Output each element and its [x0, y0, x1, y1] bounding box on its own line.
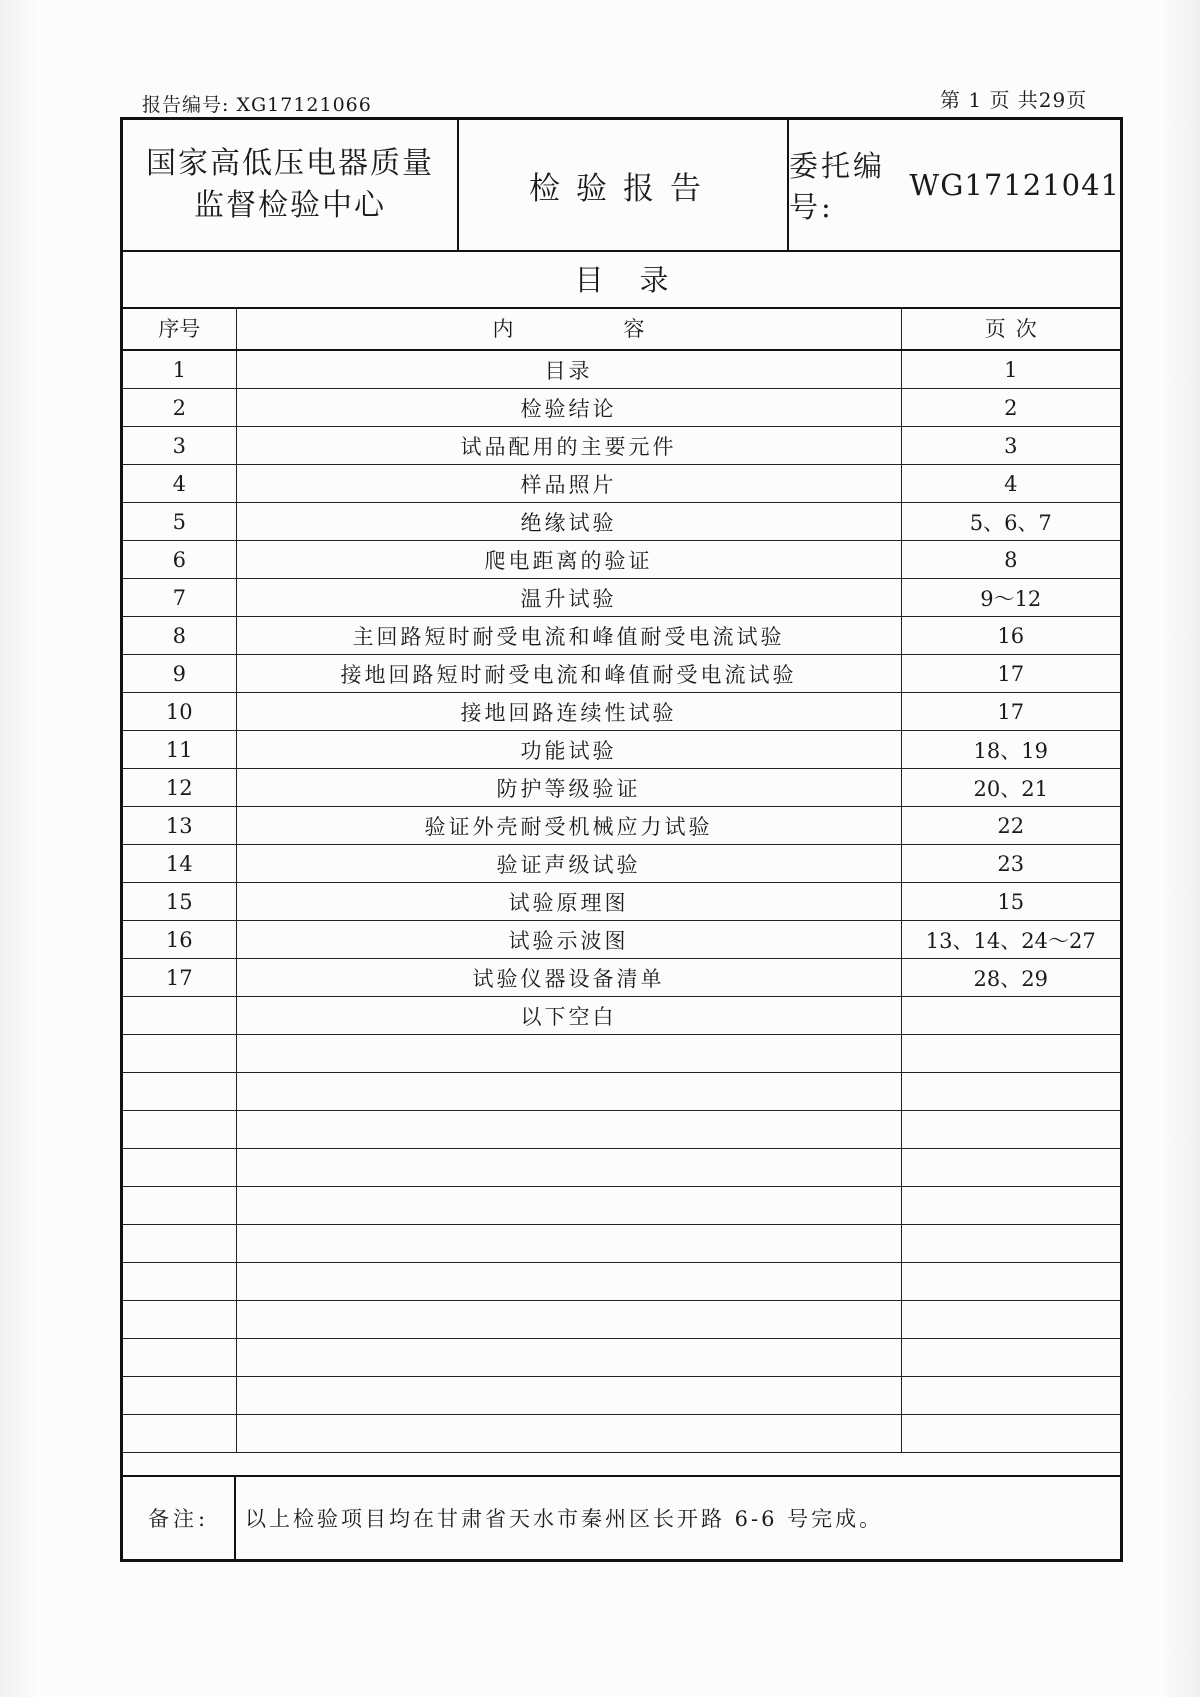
table-row: [123, 1187, 1120, 1225]
row-page: 22: [901, 807, 1120, 845]
row-page: [901, 1301, 1120, 1339]
row-serial: [123, 1111, 236, 1149]
row-content: 温升试验: [236, 579, 901, 617]
row-content: 验证声级试验: [236, 845, 901, 883]
table-row: [123, 1073, 1120, 1111]
row-serial: 3: [123, 427, 236, 465]
row-serial: 1: [123, 350, 236, 389]
row-content: [236, 1377, 901, 1415]
row-serial: 16: [123, 921, 236, 959]
row-content: [236, 1073, 901, 1111]
commission-number: [789, 120, 1120, 250]
page-indicator: 第 1 页 共29页: [940, 88, 1088, 112]
row-content: 试验原理图: [236, 883, 901, 921]
toc-title: 目录: [123, 250, 1120, 309]
row-serial: 2: [123, 389, 236, 427]
remark-text: 以上检验项目均在甘肃省天水市秦州区长开路 6-6 号完成。: [245, 1507, 884, 1531]
row-page: 17: [901, 693, 1120, 731]
table-row: [123, 997, 1120, 1035]
table-row: [123, 1339, 1120, 1377]
row-serial: 5: [123, 503, 236, 541]
row-page: 16: [901, 617, 1120, 655]
row-serial: 9: [123, 655, 236, 693]
row-page: [901, 1073, 1120, 1111]
row-content: 主回路短时耐受电流和峰值耐受电流试验: [236, 617, 901, 655]
row-serial: 17: [123, 959, 236, 997]
row-page: 5、6、7: [901, 503, 1120, 541]
row-page: [901, 1263, 1120, 1301]
row-content: 验证外壳耐受机械应力试验: [236, 807, 901, 845]
commission-label: 委托编号:: [789, 149, 886, 224]
row-content: [236, 1301, 901, 1339]
table-row: [123, 427, 1120, 465]
row-page: 17: [901, 655, 1120, 693]
row-page: [901, 1149, 1120, 1187]
row-serial: [123, 1073, 236, 1111]
row-page: 9～12: [901, 579, 1120, 617]
row-serial: 6: [123, 541, 236, 579]
row-content: 检验结论: [236, 389, 901, 427]
row-page: 18、19: [901, 731, 1120, 769]
toc-header-row: [123, 307, 1120, 350]
row-serial: [123, 1225, 236, 1263]
row-page: [901, 1415, 1120, 1453]
row-page: [901, 1035, 1120, 1073]
row-serial: [123, 1415, 236, 1453]
table-row: [123, 769, 1120, 807]
table-row: [123, 1149, 1120, 1187]
row-page: 15: [901, 883, 1120, 921]
table-row: [123, 807, 1120, 845]
table-row: [123, 1415, 1120, 1453]
table-row: [123, 921, 1120, 959]
row-content: [236, 1187, 901, 1225]
row-content: [236, 1149, 901, 1187]
row-serial: [123, 1377, 236, 1415]
row-page: [901, 1187, 1120, 1225]
report-number: 报告编号: XG17121066: [142, 94, 372, 116]
table-row: [123, 693, 1120, 731]
row-content: [236, 1225, 901, 1263]
report-frame: [120, 117, 1123, 1562]
row-page: 4: [901, 465, 1120, 503]
row-serial: 13: [123, 807, 236, 845]
table-row: [123, 1301, 1120, 1339]
row-content: 爬电距离的验证: [236, 541, 901, 579]
table-row: [123, 389, 1120, 427]
row-page: 2: [901, 389, 1120, 427]
row-serial: 4: [123, 465, 236, 503]
row-page: 8: [901, 541, 1120, 579]
row-serial: 11: [123, 731, 236, 769]
row-content: [236, 1415, 901, 1453]
row-page: 23: [901, 845, 1120, 883]
row-content: [236, 1263, 901, 1301]
row-content: [236, 1111, 901, 1149]
row-page: [901, 1225, 1120, 1263]
report-title: 检验报告: [459, 120, 789, 250]
table-row: [123, 617, 1120, 655]
row-content: 接地回路连续性试验: [236, 693, 901, 731]
table-row: [123, 1263, 1120, 1301]
row-page: 13、14、24～27: [901, 921, 1120, 959]
table-row: [123, 1035, 1120, 1073]
row-page: [901, 1339, 1120, 1377]
row-serial: [123, 1301, 236, 1339]
row-serial: [123, 1149, 236, 1187]
table-row: [123, 845, 1120, 883]
report-header: [123, 120, 1120, 252]
row-serial: 15: [123, 883, 236, 921]
row-content: 试验仪器设备清单: [236, 959, 901, 997]
organization-name: [123, 120, 459, 250]
organization-line-1: 国家高低压电器质量: [146, 146, 434, 181]
row-serial: [123, 1339, 236, 1377]
row-page: [901, 997, 1120, 1035]
row-serial: [123, 997, 236, 1035]
row-content: 绝缘试验: [236, 503, 901, 541]
table-row: [123, 503, 1120, 541]
row-content: 防护等级验证: [236, 769, 901, 807]
row-serial: 14: [123, 845, 236, 883]
toc-table: [123, 307, 1120, 1453]
row-serial: [123, 1263, 236, 1301]
table-row: [123, 465, 1120, 503]
row-page: 20、21: [901, 769, 1120, 807]
row-serial: 12: [123, 769, 236, 807]
header-content: 内容: [236, 307, 901, 350]
table-row: [123, 1377, 1120, 1415]
table-row: [123, 655, 1120, 693]
row-content: 以下空白: [236, 997, 901, 1035]
remark-section: [123, 1475, 1120, 1559]
row-content: 试验示波图: [236, 921, 901, 959]
row-serial: 7: [123, 579, 236, 617]
table-row: [123, 1111, 1120, 1149]
row-serial: [123, 1035, 236, 1073]
table-row: [123, 1225, 1120, 1263]
row-content: [236, 1035, 901, 1073]
row-content: 样品照片: [236, 465, 901, 503]
row-content: 功能试验: [236, 731, 901, 769]
header-page: 页次: [901, 307, 1120, 350]
row-content: 试品配用的主要元件: [236, 427, 901, 465]
commission-value: WG17121041: [909, 168, 1120, 202]
row-serial: [123, 1187, 236, 1225]
row-page: 28、29: [901, 959, 1120, 997]
row-content: 接地回路短时耐受电流和峰值耐受电流试验: [236, 655, 901, 693]
table-row: [123, 731, 1120, 769]
table-row: [123, 959, 1120, 997]
row-serial: 8: [123, 617, 236, 655]
table-row: [123, 579, 1120, 617]
table-row: [123, 541, 1120, 579]
row-page: [901, 1377, 1120, 1415]
table-row: [123, 883, 1120, 921]
table-row: [123, 350, 1120, 389]
header-serial: 序号: [123, 307, 236, 350]
row-page: 3: [901, 427, 1120, 465]
row-page: [901, 1111, 1120, 1149]
organization-line-2: 监督检验中心: [194, 188, 386, 223]
row-content: 目录: [236, 350, 901, 389]
row-content: [236, 1339, 901, 1377]
row-serial: 10: [123, 693, 236, 731]
remark-label: 备注:: [123, 1477, 236, 1559]
row-page: 1: [901, 350, 1120, 389]
